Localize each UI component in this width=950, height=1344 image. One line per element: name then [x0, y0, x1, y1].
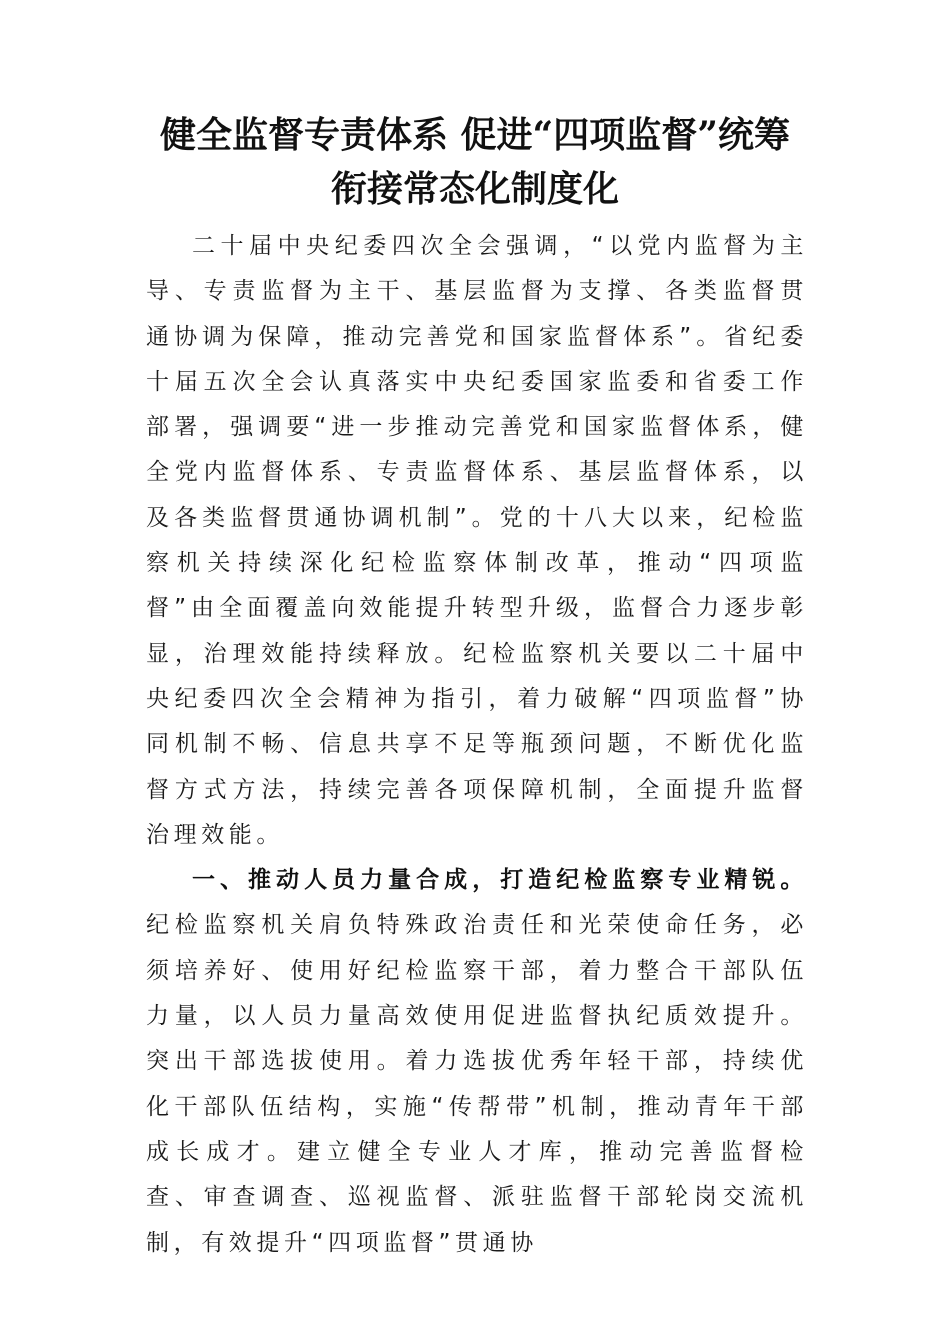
title-line-1: 健全监督专责体系 促进“四项监督”统筹 — [160, 114, 790, 156]
paragraph-intro — [146, 224, 808, 858]
paragraph-text: 二十届中央纪委四次全会强调，“以党内监督为主导、专责监督为主干、基层监督为支撑、各类监督贯通协调为保障，推动完善党和国家监督体系”。省纪委十届五次全会认真落实中央纪委国家监委和省委工作部署，强调要“进一步推动完善党和国家监督体系，健全党内监督体系、专责监督体系、基层监督体系，以及各类监督贯通协调机制”。党的十八大以来，纪检监察机关持续深化纪检监察体制改革，推动“四项监督”由全面覆盖向效能提升转型升级，监督合力逐步彰显，治理效能持续释放。纪检监察机关要以二十届中央纪委四次全会精神为指引，着力破解“四项监督”协同机制不畅、信息共享不足等瓶颈问题，不断优化监督方式方法，持续完善各项保障机制，全面提升监督治理效能。 — [146, 233, 808, 848]
section-heading: 一、推动人员力量合成，打造纪检监察专业精锐。 — [192, 867, 808, 894]
document-title — [100, 108, 850, 216]
paragraph-text: 纪检监察机关肩负特殊政治责任和光荣使命任务，必须培养好、使用好纪检监察干部，着力整合干部队伍力量，以人员力量高效使用促进监督执纪质效提升。突出干部选拔使用。着力选拔优秀年轻干部，持续优化干部队伍结构，实施“传帮带”机制，推动青年干部成长成才。建立健全专业人才库，推动完善监督检查、审查调查、巡视监督、派驻监督干部轮岗交流机制，有效提升“四项监督”贯通协 — [146, 912, 808, 1256]
paragraph-section-1 — [146, 858, 808, 1266]
document-body — [146, 224, 808, 1266]
title-line-2: 衔接常态化制度化 — [330, 168, 619, 210]
